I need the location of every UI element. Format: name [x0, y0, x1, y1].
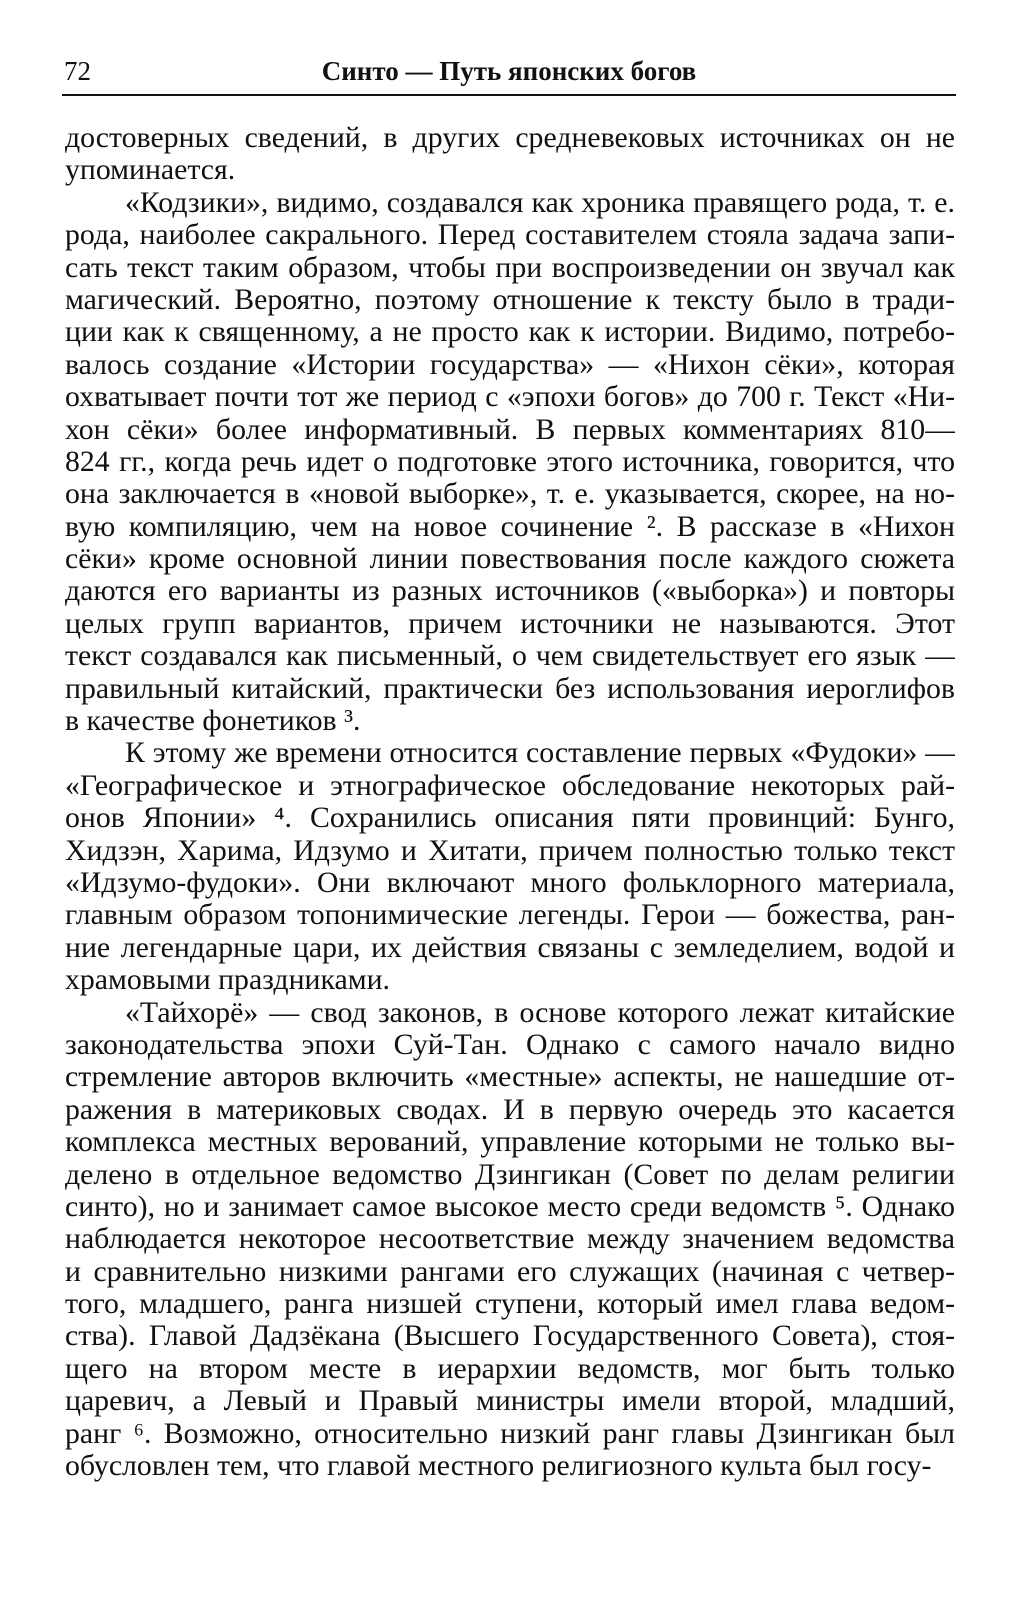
- text-line: царевич, а Левый и Правый министры имели второй, младший,: [65, 1385, 955, 1418]
- text-line: законодательства эпохи Суй-Тан. Однако с самого начало видно: [65, 1028, 955, 1061]
- text-line: текст создавался как письменный, о чем свидетельствует его язык —: [65, 640, 955, 673]
- text-line: синто), но и занимает самое высокое место среди ведомств ⁵. Однако: [65, 1190, 955, 1223]
- text-line: валось создание «Истории государства» — «Нихон сёки», которая: [65, 348, 955, 381]
- text-line: ции как к священному, а не просто как к истории. Видимо, потребо-: [65, 316, 955, 349]
- text-line: К этому же времени относится составление первых «Фудоки» —: [125, 737, 955, 770]
- page-number: 72: [64, 56, 91, 86]
- text-line: сёки» кроме основной линии повествования после каждого сюжета: [65, 543, 955, 576]
- text-line: того, младшего, ранга низшей ступени, который имел глава ведом-: [65, 1288, 955, 1321]
- text-line: рода, наиболее сакрального. Перед составителем стояла задача запи-: [65, 219, 955, 252]
- paragraph: [65, 187, 955, 738]
- text-line: в качестве фонетиков ³.: [65, 705, 361, 738]
- text-line: ства). Главой Дадзёкана (Высшего Государственного Совета), стоя-: [65, 1320, 955, 1353]
- text-line: сать текст таким образом, чтобы при воспроизведении он звучал как: [65, 251, 955, 284]
- text-line: наблюдается некоторое несоответствие между значением ведомства: [65, 1223, 955, 1256]
- text-line: храмовыми праздниками.: [65, 964, 390, 997]
- paragraph: [65, 122, 955, 187]
- text-line: делено в отдельное ведомство Дзингикан (Совет по делам религии: [65, 1158, 955, 1191]
- paragraph: [65, 737, 955, 996]
- text-line: хон сёки» более информативный. В первых комментариях 810—: [65, 413, 955, 446]
- text-line: онов Японии» ⁴. Сохранились описания пяти провинций: Бунго,: [65, 802, 955, 835]
- text-line: обусловлен тем, что главой местного религиозного культа был госу-: [65, 1450, 932, 1483]
- text-line: «Географическое и этнографическое обследование некоторых рай-: [65, 769, 955, 802]
- text-line: 824 гг., когда речь идет о подготовке этого источника, говорится, что: [65, 445, 955, 478]
- text-line: даются его варианты из разных источников («выборка») и повторы: [65, 575, 955, 608]
- text-line: упоминается.: [65, 154, 236, 187]
- text-line: правильный китайский, практически без использования иероглифов: [65, 672, 955, 705]
- text-line: щего на втором месте в иерархии ведомств, мог быть только: [65, 1352, 955, 1385]
- paragraph: [65, 997, 955, 1483]
- text-line: комплекса местных верований, управление которыми не только вы-: [65, 1126, 955, 1159]
- running-title: Синто — Путь японских богов: [321, 56, 697, 86]
- text-line: ражения в материковых сводах. И в первую очередь это касается: [65, 1093, 955, 1126]
- text-line: ние легендарные цари, их действия связаны с земледелием, водой и: [65, 931, 955, 964]
- text-line: целых групп вариантов, причем источники не называются. Этот: [65, 607, 955, 640]
- text-line: стремление авторов включить «местные» аспекты, не нашедшие от-: [65, 1061, 955, 1094]
- text-line: главным образом топонимические легенды. Герои — божества, ран-: [65, 899, 955, 932]
- text-line: достоверных сведений, в других средневековых источниках он не: [65, 122, 955, 154]
- text-line: «Идзумо-фудоки». Они включают много фольклорного материала,: [65, 866, 955, 899]
- text-line: она заключается в «новой выборке», т. е. указывается, скорее, на но-: [65, 478, 955, 511]
- text-line: магический. Вероятно, поэтому отношение к тексту было в тради-: [65, 283, 955, 316]
- text-line: охватывает почти тот же период с «эпохи богов» до 700 г. Текст «Ни-: [65, 381, 955, 414]
- text-line: «Тайхорё» — свод законов, в основе которого лежат китайские: [125, 996, 955, 1029]
- page-header: [62, 50, 956, 96]
- text-line: ранг ⁶. Возможно, относительно низкий ранг главы Дзингикан был: [65, 1417, 955, 1450]
- body-text: [65, 122, 955, 1482]
- text-line: вую компиляцию, чем на новое сочинение ². В рассказе в «Нихон: [65, 510, 955, 543]
- text-line: Хидзэн, Харима, Идзумо и Хитати, причем полностью только текст: [65, 834, 955, 867]
- text-line: «Кодзики», видимо, создавался как хроника правящего рода, т. е.: [125, 186, 955, 219]
- text-line: и сравнительно низкими рангами его служащих (начиная с четвер-: [65, 1255, 955, 1288]
